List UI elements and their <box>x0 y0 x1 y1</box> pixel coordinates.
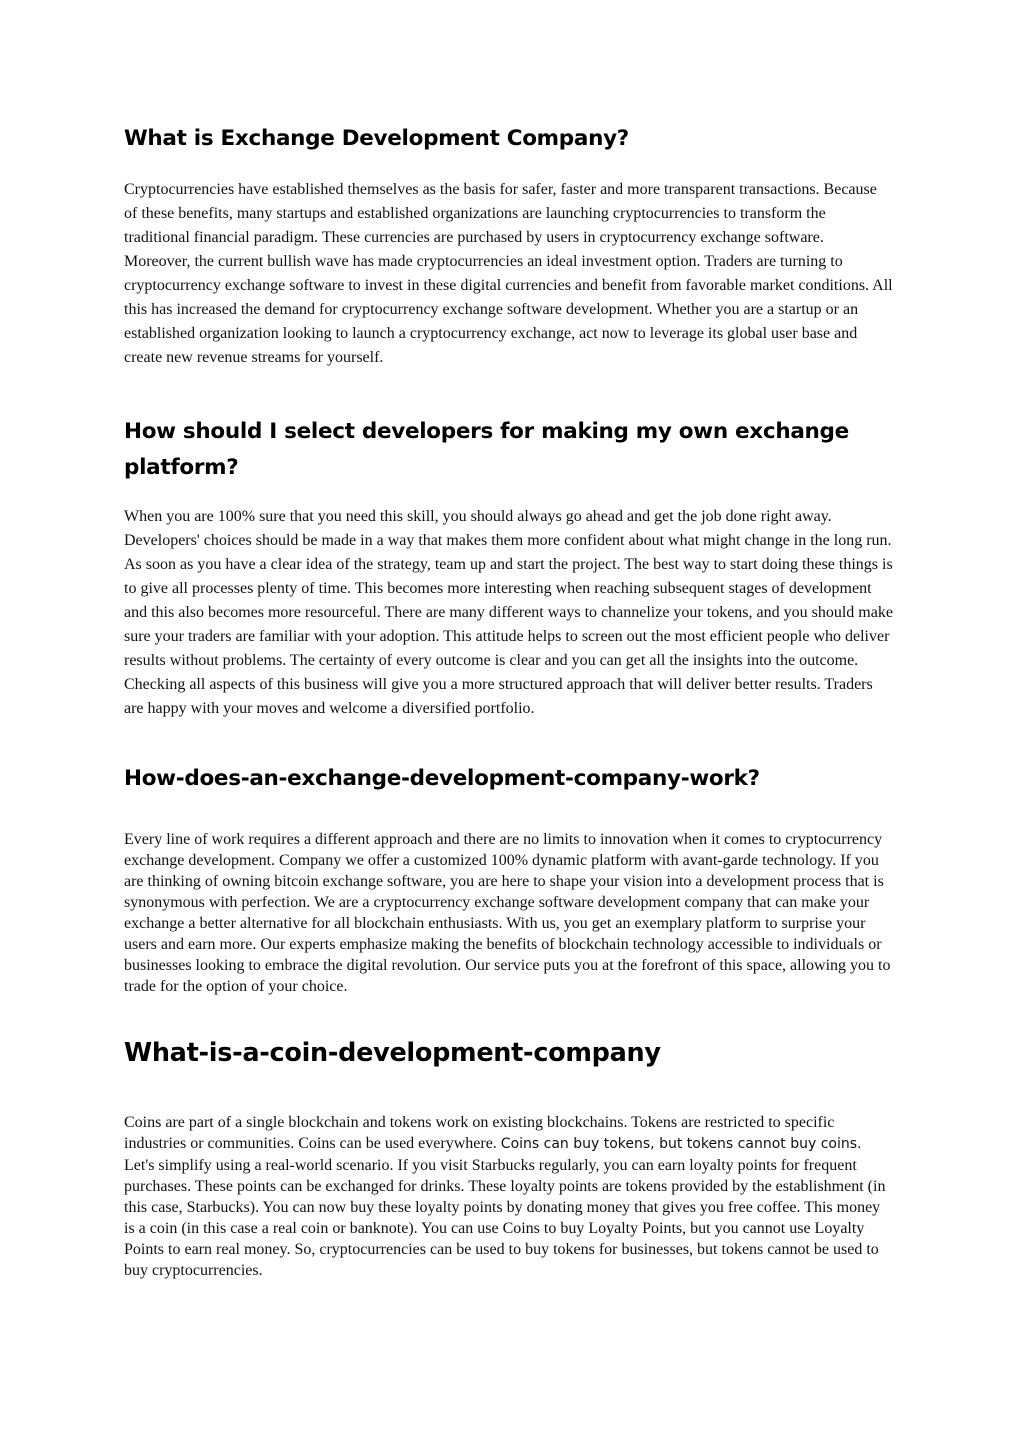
paragraph-exchange-company-work: Every line of work requires a different approach and there are no limits to innovation when it comes to cryptocurrency exchange development. Company we offer a customized 100% dynamic platform with avant-garde technology. If you are thinking of owning bitcoin exchange software, you are here to shape your vision into a development process that is synonymous with perfection. We are a cryptocurrency exchange software development company that can make your exchange a better alternative for all blockchain enthusiasts. With us, you get an exemplary platform to surprise your users and earn more. Our experts emphasize making the benefits of blockchain technology accessible to individuals or businesses looking to embrace the digital revolution. Our service puts you at the forefront of this space, allowing you to trade for the option of your choice. <box>124 831 891 995</box>
heading-how-does-exchange-company-work: How-does-an-exchange-development-company-work? <box>124 766 760 791</box>
heading-select-developers: How should I select developers for making my own exchange platform? <box>124 419 849 480</box>
paragraph-coin-end: Let's simplify using a real-world scenario. If you visit Starbucks regularly, you can earn loyalty points for frequent purchases. These points can be exchanged for drinks. These loyalty points are tokens provided by the establishment (in this case, Starbucks). You can now buy these loyalty points by donating money that gives you free coffee. This money is a coin (in this case a real coin or banknote). You can use Coins to buy Loyalty Points, but you cannot use Loyalty Points to earn real money. So, cryptocurrencies can be used to buy tokens for businesses, but tokens cannot be used to buy cryptocurrencies. <box>124 1157 886 1279</box>
heading-coin-development-company: What-is-a-coin-development-company <box>124 1038 661 1068</box>
paragraph-coin-development <box>124 1112 894 1281</box>
paragraph-exchange-intro: Cryptocurrencies have established themselves as the basis for safer, faster and more transparent transactions. Because of these benefits, many startups and established organizations are launching cryptocurrencies to transform the traditional financial paradigm. These currencies are purchased by users in cryptocurrency exchange software. Moreover, the current bullish wave has made cryptocurrencies an ideal investment option. Traders are turning to cryptocurrency exchange software to invest in these digital currencies and benefit from favorable market conditions. All this has increased the demand for cryptocurrency exchange software development. Whether you are a startup or an established organization looking to launch a cryptocurrency exchange, act now to leverage its global user base and create new revenue streams for yourself. <box>124 181 893 366</box>
paragraph-coin-start: Coins are part of a single blockchain and tokens work on existing blockchains. Tokens are restricted to specific industries or communities. Coins can be used everywhere. <box>124 1114 835 1152</box>
paragraph-select-developers: When you are 100% sure that you need this skill, you should always go ahead and get the job done right away. Developers' choices should be made in a way that makes them more confident about what might change in the long run. As soon as you have a clear idea of the strategy, team up and start the project. The best way to start doing these things is to give all processes plenty of time. This becomes more interesting when reaching subsequent stages of development and this also becomes more resourceful. There are many different ways to channelize your tokens, and you should make sure your traders are familiar with your adoption. This attitude helps to screen out the most efficient people who deliver results without problems. The certainty of every outcome is clear and you can get all the insights into the outcome. Checking all aspects of this business will give you a more structured approach that will deliver better results. Traders are happy with your moves and welcome a diversified portfolio. <box>124 508 893 717</box>
heading-what-is-exchange-development-company: What is Exchange Development Company? <box>124 126 629 151</box>
paragraph-coin-sans-sentence: Coins can buy tokens, but tokens cannot buy coins. <box>500 1136 862 1152</box>
